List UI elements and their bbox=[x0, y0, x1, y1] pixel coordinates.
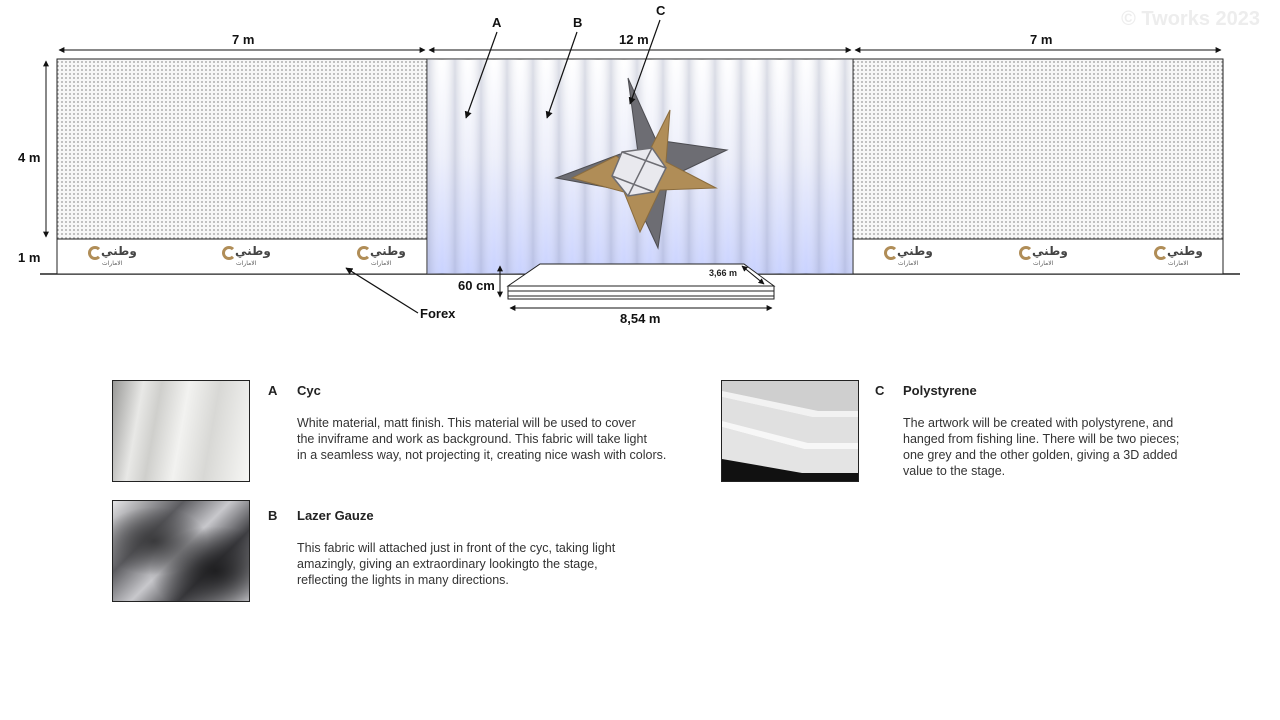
logo-emblem-icon bbox=[1154, 246, 1168, 260]
forex-height-label: 1 m bbox=[18, 250, 41, 265]
logo-emblem-icon bbox=[88, 246, 102, 260]
watani-logo bbox=[1019, 244, 1068, 270]
material-b-letter: B bbox=[268, 508, 278, 523]
logo-script-text: وطني bbox=[235, 244, 271, 258]
material-c-line: one grey and the other golden, giving a 3D added bbox=[903, 448, 1178, 462]
logo-emblem-icon bbox=[357, 246, 371, 260]
material-a-line: White material, matt finish. This material will be used to cover bbox=[297, 416, 636, 430]
right-width-label: 7 m bbox=[1030, 32, 1053, 47]
material-c-line: The artwork will be created with polystyrene, and bbox=[903, 416, 1174, 430]
logo-script-text: وطني bbox=[370, 244, 406, 258]
material-b-line: This fabric will attached just in front of the cyc, taking light bbox=[297, 541, 616, 555]
watani-logo bbox=[884, 244, 933, 270]
lazer-gauze-swatch bbox=[112, 500, 250, 602]
logo-sub-text: الامارات bbox=[371, 260, 392, 267]
logo-script-text: وطني bbox=[101, 244, 137, 258]
center-width-label: 12 m bbox=[619, 32, 649, 47]
material-b-line: reflecting the lights in many directions. bbox=[297, 573, 509, 587]
logo-emblem-icon bbox=[222, 246, 236, 260]
callout-c-label: C bbox=[656, 3, 666, 18]
panel-height-label: 4 m bbox=[18, 150, 41, 165]
watani-logo bbox=[88, 244, 137, 270]
watani-logo bbox=[357, 244, 406, 270]
logo-emblem-icon bbox=[1019, 246, 1033, 260]
material-b-line: amazingly, giving an extraordinary lookingto the stage, bbox=[297, 557, 598, 571]
stage-elevation-diagram bbox=[0, 0, 1280, 340]
stage-height-label: 60 cm bbox=[458, 278, 495, 293]
logo-sub-text: الامارات bbox=[898, 260, 919, 267]
polystyrene-swatch bbox=[721, 380, 859, 482]
material-c-line: value to the stage. bbox=[903, 464, 1006, 478]
right-side-panel bbox=[853, 59, 1223, 239]
material-c-title: Polystyrene bbox=[903, 383, 977, 398]
left-side-panel bbox=[57, 59, 427, 239]
material-a-description bbox=[297, 415, 717, 463]
left-width-label: 7 m bbox=[232, 32, 255, 47]
stage-width-label: 8,54 m bbox=[620, 311, 661, 326]
material-c-letter: C bbox=[875, 383, 885, 398]
cyc-swatch bbox=[112, 380, 250, 482]
material-a-line: in a seamless way, not projecting it, creating nice wash with colors. bbox=[297, 448, 667, 462]
logo-script-text: وطني bbox=[1032, 244, 1068, 258]
logo-sub-text: الامارات bbox=[1168, 260, 1189, 267]
stage-depth-label: 3,66 m bbox=[709, 268, 738, 278]
material-b-title: Lazer Gauze bbox=[297, 508, 374, 523]
material-a-title: Cyc bbox=[297, 383, 321, 398]
logo-script-text: وطني bbox=[1167, 244, 1203, 258]
material-a-letter: A bbox=[268, 383, 278, 398]
logo-script-text: وطني bbox=[897, 244, 933, 258]
watermark: © Tworks 2023 bbox=[1121, 8, 1260, 30]
logo-emblem-icon bbox=[884, 246, 898, 260]
material-c-description bbox=[903, 415, 1243, 479]
logo-sub-text: الامارات bbox=[1033, 260, 1054, 267]
logo-sub-text: الامارات bbox=[236, 260, 257, 267]
watani-logo bbox=[222, 244, 271, 270]
logo-sub-text: الامارات bbox=[102, 260, 123, 267]
callout-a-label: A bbox=[492, 15, 502, 30]
forex-callout-label: Forex bbox=[420, 306, 456, 321]
material-c-line: hanged from fishing line. There will be two pieces; bbox=[903, 432, 1180, 446]
material-b-description bbox=[297, 540, 717, 588]
material-a-line: the inviframe and work as background. This fabric will take light bbox=[297, 432, 647, 446]
watani-logo bbox=[1154, 244, 1203, 270]
callout-b-label: B bbox=[573, 15, 583, 30]
